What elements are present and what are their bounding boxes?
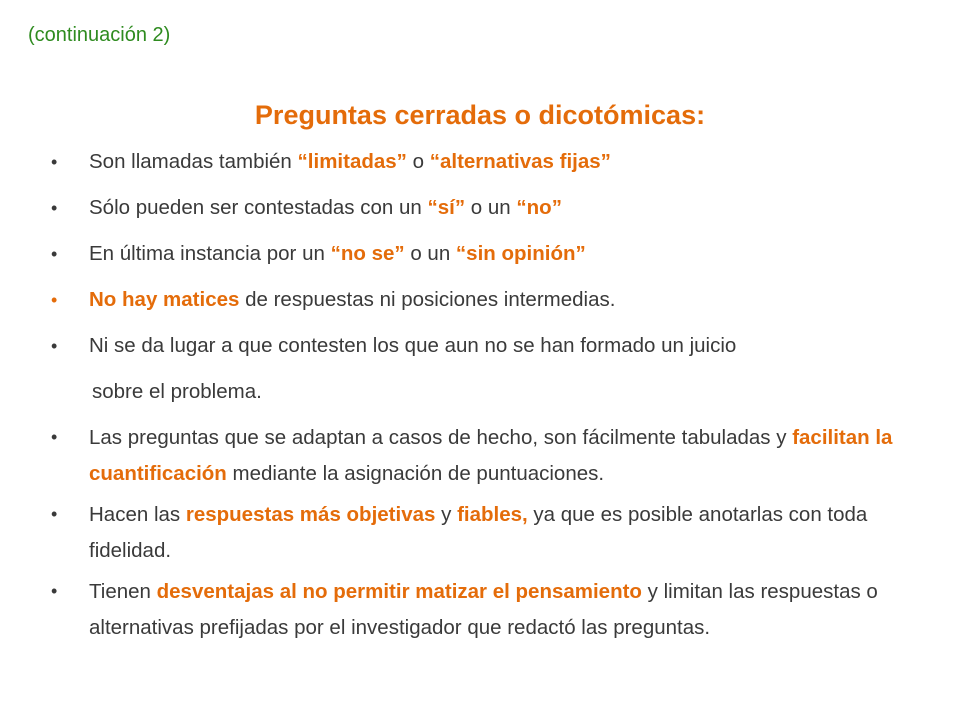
highlight-text: “no se” <box>330 242 405 265</box>
bullet-icon: • <box>51 244 58 264</box>
bullet-icon: • <box>51 427 58 447</box>
bullet-text: o un <box>404 242 456 265</box>
bullet-text: o un <box>465 196 517 219</box>
bullet-text: y limitan las respuestas o alternativas prefijadas por el investigador que redactó las preguntas. <box>89 580 878 639</box>
highlight-text: “sí” <box>427 196 466 219</box>
bullet-icon: • <box>51 198 58 218</box>
bullet-icon: • <box>51 504 58 524</box>
bullet-continuation <box>0 374 960 410</box>
bullet-text: Son llamadas también <box>89 150 298 173</box>
bullet-icon: • <box>51 581 58 601</box>
highlight-text: facilitan la cuantificación <box>89 426 893 485</box>
slide-title: Preguntas cerradas o dicotómicas: <box>254 100 706 130</box>
bullet-icon: • <box>51 290 58 310</box>
bullet-text: En última instancia por un <box>89 242 331 265</box>
highlight-text: “sin opinión” <box>455 242 586 265</box>
bullet-text: de respuestas ni posiciones intermedias. <box>239 288 616 311</box>
highlight-text: respuestas más objetivas <box>185 503 436 526</box>
bullet-item <box>0 190 960 226</box>
bullet-text: Sólo pueden ser contestadas con un <box>89 196 428 219</box>
bullet-item <box>0 420 960 491</box>
bullet-text: o <box>406 150 430 173</box>
bullet-icon: • <box>51 336 58 356</box>
bullet-text: y <box>435 503 458 526</box>
bullet-text: Hacen las <box>89 503 186 526</box>
bullet-text: Ni se da lugar a que contesten los que aun no se han formado un juicio <box>89 334 737 357</box>
bullet-item <box>0 574 960 645</box>
highlight-text: “no” <box>516 196 562 219</box>
bullet-item <box>0 282 960 318</box>
highlight-text: “alternativas fijas” <box>429 150 611 173</box>
highlight-text: fiables, <box>457 503 528 526</box>
bullet-item <box>0 328 960 364</box>
continuation-label: (continuación 2) <box>28 24 171 46</box>
bullet-item <box>0 144 960 180</box>
bullet-item <box>0 236 960 272</box>
bullet-text: Las preguntas que se adaptan a casos de hecho, son fácilmente tabuladas y <box>89 426 793 449</box>
highlight-text: No hay matices <box>89 288 240 311</box>
highlight-text: desventajas al no permitir matizar el pensamiento <box>156 580 642 603</box>
bullet-text: mediante la asignación de puntuaciones. <box>226 461 605 485</box>
bullet-text: sobre el problema. <box>92 380 262 403</box>
bullet-item <box>0 497 960 568</box>
highlight-text: “limitadas” <box>297 150 407 173</box>
bullet-text: ya que es posible anotarlas con toda fidelidad. <box>89 503 868 562</box>
bullet-list <box>0 144 960 645</box>
bullet-text: Tienen <box>89 580 157 603</box>
bullet-icon: • <box>51 152 58 172</box>
